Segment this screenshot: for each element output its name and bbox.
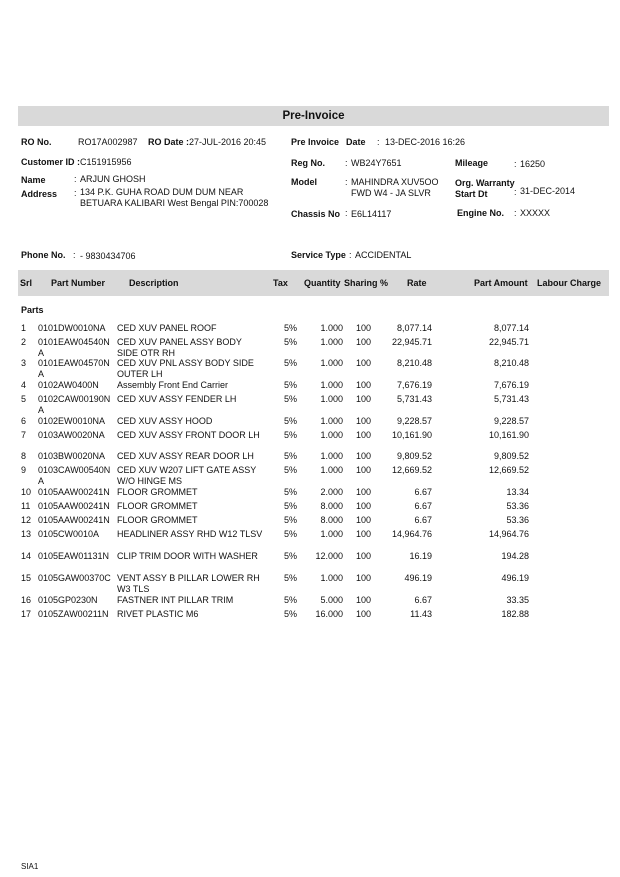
col-srl: Srl bbox=[20, 278, 33, 288]
cell-quantity: 16.000 bbox=[315, 609, 343, 619]
chassis-no-value: E6L14117 bbox=[351, 209, 392, 219]
cell-part-amount: 5,731.43 bbox=[493, 394, 529, 404]
address-label: Address bbox=[21, 189, 58, 199]
cell-sharing: 100 bbox=[356, 323, 372, 333]
cell-rate: 496.19 bbox=[404, 573, 432, 583]
name-label: Name bbox=[21, 175, 46, 185]
cell-tax: 5% bbox=[284, 416, 298, 426]
cell-part-number: 0105AAW00241N bbox=[38, 501, 110, 511]
cell-sharing: 100 bbox=[356, 451, 372, 461]
cell-part-amount: 496.19 bbox=[501, 573, 529, 583]
address-line1: 134 P.K. GUHA ROAD DUM DUM NEAR bbox=[80, 187, 244, 197]
phone-label: Phone No. bbox=[21, 250, 66, 260]
mileage-colon: : bbox=[514, 159, 517, 169]
cell-rate: 12,669.52 bbox=[391, 465, 432, 475]
cell-sharing: 100 bbox=[356, 416, 372, 426]
cell-description: Assembly Front End Carrier bbox=[117, 380, 229, 390]
cell-quantity: 1.000 bbox=[320, 573, 343, 583]
cell-part-number: 0105AAW00241N bbox=[38, 487, 110, 497]
mileage-label: Mileage bbox=[455, 158, 489, 168]
date-colon: : bbox=[377, 137, 380, 147]
cell-rate: 6.67 bbox=[414, 501, 432, 511]
cell-tax: 5% bbox=[284, 358, 298, 368]
cell-part-number: 0101EAW04570N A bbox=[38, 358, 110, 379]
cell-srl: 1 bbox=[21, 323, 27, 333]
cell-srl: 5 bbox=[21, 394, 27, 404]
cell-tax: 5% bbox=[284, 337, 298, 347]
cell-part-amount: 9,228.57 bbox=[493, 416, 529, 426]
customer-id-label: Customer ID : bbox=[21, 157, 81, 167]
cell-sharing: 100 bbox=[356, 465, 372, 475]
cell-rate: 16.19 bbox=[409, 551, 432, 561]
col-part-amount: Part Amount bbox=[474, 278, 528, 288]
cell-srl: 2 bbox=[21, 337, 27, 347]
cell-quantity: 8.000 bbox=[320, 501, 343, 511]
cell-tax: 5% bbox=[284, 451, 298, 461]
cell-sharing: 100 bbox=[356, 487, 372, 497]
cell-tax: 5% bbox=[284, 529, 298, 539]
cell-tax: 5% bbox=[284, 501, 298, 511]
cell-part-amount: 10,161.90 bbox=[488, 430, 529, 440]
cell-part-amount: 182.88 bbox=[501, 609, 529, 619]
cell-part-amount: 33.35 bbox=[506, 595, 529, 605]
cell-part-amount: 53.36 bbox=[506, 515, 529, 525]
reg-no-label: Reg No. bbox=[291, 158, 326, 168]
page-title: Pre-Invoice bbox=[282, 110, 345, 122]
reg-no-colon: : bbox=[345, 158, 348, 168]
cell-part-number: 0105GAW00370C bbox=[38, 573, 111, 583]
cell-srl: 8 bbox=[21, 451, 27, 461]
cell-quantity: 5.000 bbox=[320, 595, 343, 605]
cell-description: CLIP TRIM DOOR WITH WASHER bbox=[117, 551, 258, 561]
cell-description: VENT ASSY B PILLAR LOWER RH W3 TLS bbox=[117, 573, 260, 594]
cell-part-number: 0103BW0020NA bbox=[38, 451, 106, 461]
cell-part-number: 0102EW0010NA bbox=[38, 416, 106, 426]
cell-tax: 5% bbox=[284, 430, 298, 440]
cell-quantity: 1.000 bbox=[320, 380, 343, 390]
cell-part-number: 0103AW0020NA bbox=[38, 430, 105, 440]
cell-part-amount: 53.36 bbox=[506, 501, 529, 511]
ro-date-value: 27-JUL-2016 20:45 bbox=[189, 137, 267, 147]
cell-part-number: 0105GP0230N bbox=[38, 595, 98, 605]
cell-rate: 6.67 bbox=[414, 487, 432, 497]
col-description: Description bbox=[129, 278, 179, 288]
cell-quantity: 12.000 bbox=[315, 551, 343, 561]
cell-part-number: 0102CAW00190N A bbox=[38, 394, 111, 415]
cell-part-number: 0105ZAW00211N bbox=[38, 609, 109, 619]
cell-part-amount: 7,676.19 bbox=[493, 380, 529, 390]
customer-id-value: C151915956 bbox=[80, 157, 132, 167]
cell-sharing: 100 bbox=[356, 501, 372, 511]
cell-tax: 5% bbox=[284, 394, 298, 404]
mileage-value: 16250 bbox=[520, 159, 546, 169]
cell-part-amount: 14,964.76 bbox=[488, 529, 529, 539]
cell-quantity: 1.000 bbox=[320, 323, 343, 333]
cell-rate: 5,731.43 bbox=[396, 394, 432, 404]
cell-description: CED XUV ASSY REAR DOOR LH bbox=[117, 451, 254, 461]
col-labour-charge: Labour Charge bbox=[537, 278, 602, 288]
cell-rate: 14,964.76 bbox=[391, 529, 432, 539]
engine-no-value: XXXXX bbox=[520, 208, 551, 218]
cell-description: FASTNER INT PILLAR TRIM bbox=[117, 595, 234, 605]
title-bar bbox=[18, 106, 609, 126]
cell-srl: 4 bbox=[21, 380, 27, 390]
cell-sharing: 100 bbox=[356, 515, 372, 525]
start-dt-label: Start Dt bbox=[455, 189, 488, 199]
cell-tax: 5% bbox=[284, 323, 298, 333]
col-quantity: Quantity bbox=[304, 278, 341, 288]
cell-description: CED XUV W207 LIFT GATE ASSY W/O HINGE MS bbox=[117, 465, 257, 486]
model-label: Model bbox=[291, 177, 317, 187]
cell-srl: 10 bbox=[21, 487, 32, 497]
cell-rate: 6.67 bbox=[414, 595, 432, 605]
cell-rate: 22,945.71 bbox=[391, 337, 432, 347]
chassis-no-colon: : bbox=[345, 208, 348, 218]
cell-srl: 9 bbox=[21, 465, 27, 475]
cell-srl: 3 bbox=[21, 358, 27, 368]
cell-tax: 5% bbox=[284, 595, 298, 605]
cell-tax: 5% bbox=[284, 573, 298, 583]
cell-srl: 7 bbox=[21, 430, 27, 440]
ro-no-value: RO17A002987 bbox=[78, 137, 138, 147]
service-type-colon: : bbox=[349, 250, 352, 260]
model-line1: MAHINDRA XUV5OO bbox=[351, 177, 439, 187]
table-header bbox=[18, 270, 609, 296]
reg-no-value: WB24Y7651 bbox=[351, 158, 402, 168]
cell-srl: 16 bbox=[21, 595, 32, 605]
cell-description: CED XUV ASSY FRONT DOOR LH bbox=[117, 430, 260, 440]
cell-part-number: 0102AW0400N bbox=[38, 380, 99, 390]
cell-quantity: 1.000 bbox=[320, 529, 343, 539]
cell-srl: 13 bbox=[21, 529, 32, 539]
cell-part-number: 0105AAW00241N bbox=[38, 515, 110, 525]
cell-description: CED XUV PANEL ROOF bbox=[117, 323, 217, 333]
cell-description: CED XUV ASSY HOOD bbox=[117, 416, 213, 426]
cell-part-number: 0105CW0010A bbox=[38, 529, 100, 539]
org-warranty-label: Org. Warranty bbox=[455, 178, 515, 188]
col-sharing: Sharing % bbox=[344, 278, 389, 288]
cell-description: FLOOR GROMMET bbox=[117, 515, 198, 525]
cell-sharing: 100 bbox=[356, 430, 372, 440]
cell-description: FLOOR GROMMET bbox=[117, 487, 198, 497]
address-line2: BETUARA KALIBARI West Bengal PIN:700028 bbox=[80, 198, 269, 208]
cell-tax: 5% bbox=[284, 551, 298, 561]
cell-part-amount: 13.34 bbox=[506, 487, 529, 497]
cell-description: HEADLINER ASSY RHD W12 TLSV bbox=[117, 529, 263, 539]
date-label: Date bbox=[346, 137, 366, 147]
cell-sharing: 100 bbox=[356, 394, 372, 404]
cell-tax: 5% bbox=[284, 465, 298, 475]
cell-rate: 8,210.48 bbox=[396, 358, 432, 368]
cell-tax: 5% bbox=[284, 380, 298, 390]
model-line2: FWD W4 - JA SLVR bbox=[351, 188, 431, 198]
cell-sharing: 100 bbox=[356, 358, 372, 368]
cell-srl: 12 bbox=[21, 515, 32, 525]
cell-quantity: 8.000 bbox=[320, 515, 343, 525]
cell-quantity: 1.000 bbox=[320, 430, 343, 440]
cell-tax: 5% bbox=[284, 515, 298, 525]
cell-tax: 5% bbox=[284, 609, 298, 619]
name-value: ARJUN GHOSH bbox=[80, 174, 146, 184]
section-parts-label: Parts bbox=[21, 305, 44, 315]
ro-no-label: RO No. bbox=[21, 137, 52, 147]
cell-description: RIVET PLASTIC M6 bbox=[117, 609, 199, 619]
cell-sharing: 100 bbox=[356, 609, 372, 619]
cell-rate: 9,809.52 bbox=[396, 451, 432, 461]
cell-part-number: 0105EAW01131N bbox=[38, 551, 110, 561]
cell-srl: 17 bbox=[21, 609, 32, 619]
address-colon: : bbox=[74, 188, 77, 198]
cell-sharing: 100 bbox=[356, 573, 372, 583]
cell-part-number: 0101EAW04540N A bbox=[38, 337, 110, 358]
cell-part-amount: 8,077.14 bbox=[493, 323, 529, 333]
cell-part-amount: 8,210.48 bbox=[493, 358, 529, 368]
pre-invoice-date-value: 13-DEC-2016 16:26 bbox=[385, 137, 466, 147]
name-colon: : bbox=[74, 174, 77, 184]
cell-rate: 7,676.19 bbox=[396, 380, 432, 390]
ro-date-label: RO Date : bbox=[148, 137, 190, 147]
col-rate: Rate bbox=[407, 278, 427, 288]
engine-no-label: Engine No. bbox=[457, 208, 504, 218]
cell-tax: 5% bbox=[284, 487, 298, 497]
service-type-value: ACCIDENTAL bbox=[355, 250, 412, 260]
cell-part-amount: 22,945.71 bbox=[488, 337, 529, 347]
cell-description: FLOOR GROMMET bbox=[117, 501, 198, 511]
cell-part-number: 0103CAW00540N A bbox=[38, 465, 111, 486]
service-type-label: Service Type bbox=[291, 250, 346, 260]
cell-srl: 6 bbox=[21, 416, 27, 426]
cell-part-amount: 9,809.52 bbox=[493, 451, 529, 461]
engine-no-colon: : bbox=[514, 208, 517, 218]
phone-value: - 9830434706 bbox=[80, 251, 136, 261]
start-dt-colon: : bbox=[514, 187, 517, 197]
cell-srl: 11 bbox=[21, 501, 31, 511]
cell-sharing: 100 bbox=[356, 551, 372, 561]
col-tax: Tax bbox=[273, 278, 288, 288]
model-colon: : bbox=[345, 177, 348, 187]
cell-sharing: 100 bbox=[356, 529, 372, 539]
start-dt-value: 31-DEC-2014 bbox=[520, 186, 576, 196]
cell-rate: 6.67 bbox=[414, 515, 432, 525]
cell-rate: 9,228.57 bbox=[396, 416, 432, 426]
cell-quantity: 2.000 bbox=[320, 487, 343, 497]
chassis-no-label: Chassis No bbox=[291, 209, 341, 219]
cell-part-number: 0101DW0010NA bbox=[38, 323, 106, 333]
cell-quantity: 1.000 bbox=[320, 451, 343, 461]
cell-quantity: 1.000 bbox=[320, 358, 343, 368]
cell-quantity: 1.000 bbox=[320, 337, 343, 347]
cell-sharing: 100 bbox=[356, 595, 372, 605]
col-part-number: Part Number bbox=[51, 278, 106, 288]
cell-description: CED XUV PNL ASSY BODY SIDE OUTER LH bbox=[117, 358, 254, 379]
cell-description: CED XUV PANEL ASSY BODY SIDE OTR RH bbox=[117, 337, 242, 358]
cell-rate: 8,077.14 bbox=[396, 323, 432, 333]
cell-sharing: 100 bbox=[356, 380, 372, 390]
cell-srl: 15 bbox=[21, 573, 32, 583]
cell-rate: 11.43 bbox=[410, 609, 432, 619]
cell-sharing: 100 bbox=[356, 337, 372, 347]
cell-quantity: 1.000 bbox=[320, 394, 343, 404]
cell-part-amount: 194.28 bbox=[501, 551, 529, 561]
cell-rate: 10,161.90 bbox=[391, 430, 432, 440]
footer-code: SIA1 bbox=[21, 862, 39, 871]
cell-description: CED XUV ASSY FENDER LH bbox=[117, 394, 237, 404]
pre-invoice-label: Pre Invoice bbox=[291, 137, 340, 147]
phone-colon: : bbox=[73, 250, 76, 260]
cell-quantity: 1.000 bbox=[320, 465, 343, 475]
cell-part-amount: 12,669.52 bbox=[488, 465, 529, 475]
cell-quantity: 1.000 bbox=[320, 416, 343, 426]
cell-srl: 14 bbox=[21, 551, 32, 561]
